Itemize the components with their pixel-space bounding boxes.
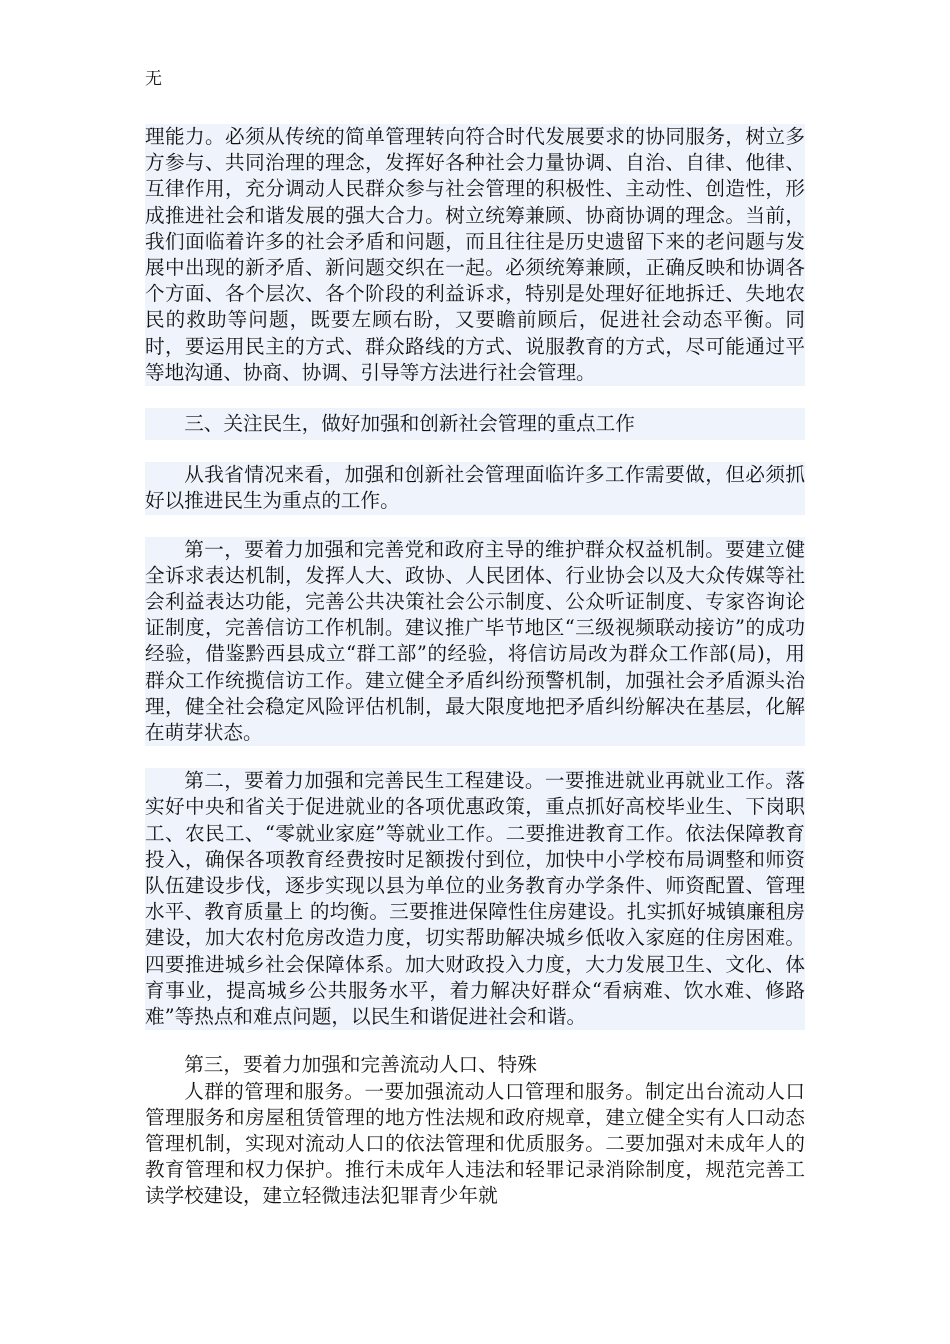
paragraph-block <box>145 462 805 514</box>
paragraph-second: 第二，要着力加强和完善民生工程建设。一要推进就业再就业工作。落实好中央和省关于促进就业的各项优惠政策，重点抓好高校毕业生、下岗职工、农民工、“零就业家庭”等就业工作。二要推进教育工作。依法保障教育投入，确保各项教育经费按时足额拨付到位，加快中小学校布局调整和师资队伍建设步伐，逐步实现以县为单位的业务教育办学条件、师资配置、管理水平、教育质量上 的均衡。三要推进保障性住房建设。扎实抓好城镇廉租房建设，加大农村危房改造力度，切实帮助解决城乡低收入家庭的住房困难。四要推进城乡社会保障体系。加大财政投入力度，大力发展卫生、文化、体育事业，提高城乡公共服务水平，着力解决好群众“看病难、饮水难、修路难”等热点和难点问题，以民生和谐促进社会和谐。 <box>145 769 805 1029</box>
paragraph-first: 第一，要着力加强和完善党和政府主导的维护群众权益机制。要建立健全诉求表达机制，发挥人大、政协、人民团体、行业协会以及大众传媒等社会利益表达功能，完善公共决策社会公示制度、公众听证制度、专家咨询论证制度，完善信访工作机制。建议推广毕节地区“三级视频联动接访”的成功经验，借鉴黔西县成立“群工部”的经验，将信访局改为群众工作部(局)，用群众工作统揽信访工作。建立健全矛盾纠纷预警机制，加强社会矛盾源头治理，健全社会稳定风险评估机制，最大限度地把矛盾纠纷解决在基层，化解在萌芽状态。 <box>145 537 805 745</box>
paragraph-intro: 从我省情况来看，加强和创新社会管理面临许多工作需要做，但必须抓好以推进民生为重点的工作。 <box>145 463 805 513</box>
paragraph-block <box>145 124 805 386</box>
heading-block <box>145 408 805 440</box>
document-body <box>145 124 805 1210</box>
paragraph-continuation: 理能力。必须从传统的简单管理转向符合时代发展要求的协同服务，树立多方参与、共同治理的理念，发挥好各种社会力量协调、自治、自律、他律、互律作用，充分调动人民群众参与社会管理的积极性、主动性、创造性，形成推进社会和谐发展的强大合力。树立统筹兼顾、协商协调的理念。当前，我们面临着许多的社会矛盾和问题，而且往往是历史遗留下来的老问题与发展中出现的新矛盾、新问题交织在一起。必须统筹兼顾，正确反映和协调各个方面、各个层次、各个阶段的利益诉求，特别是处理好征地拆迁、失地农民的救助等问题，既要左顾右盼，又要瞻前顾后，促进社会动态平衡。同时，要运用民主的方式、群众路线的方式、说服教育的方式，尽可能通过平等地沟通、协商、协调、引导等方法进行社会管理。 <box>145 125 805 384</box>
paragraph-third-body: 人群的管理和服务。一要加强流动人口管理和服务。制定出台流动人口管理服务和房屋租赁管理的地方性法规和政府规章，建立健全实有人口动态管理机制，实现对流动人口的依法管理和优质服务。二要加强对未成年人的教育管理和权力保护。推行未成年人违法和轻罪记录消除制度，规范完善工读学校建设，建立轻微违法犯罪青少年就 <box>145 1079 805 1208</box>
paragraph-third-start: 第三，要着力加强和完善流动人口、特殊 <box>184 1053 537 1077</box>
paragraph-block <box>145 537 805 747</box>
paragraph-block <box>145 1052 805 1209</box>
section-heading: 三、关注民生，做好加强和创新社会管理的重点工作 <box>184 412 635 436</box>
page-header: 无 <box>145 69 162 89</box>
paragraph-block <box>145 768 805 1030</box>
